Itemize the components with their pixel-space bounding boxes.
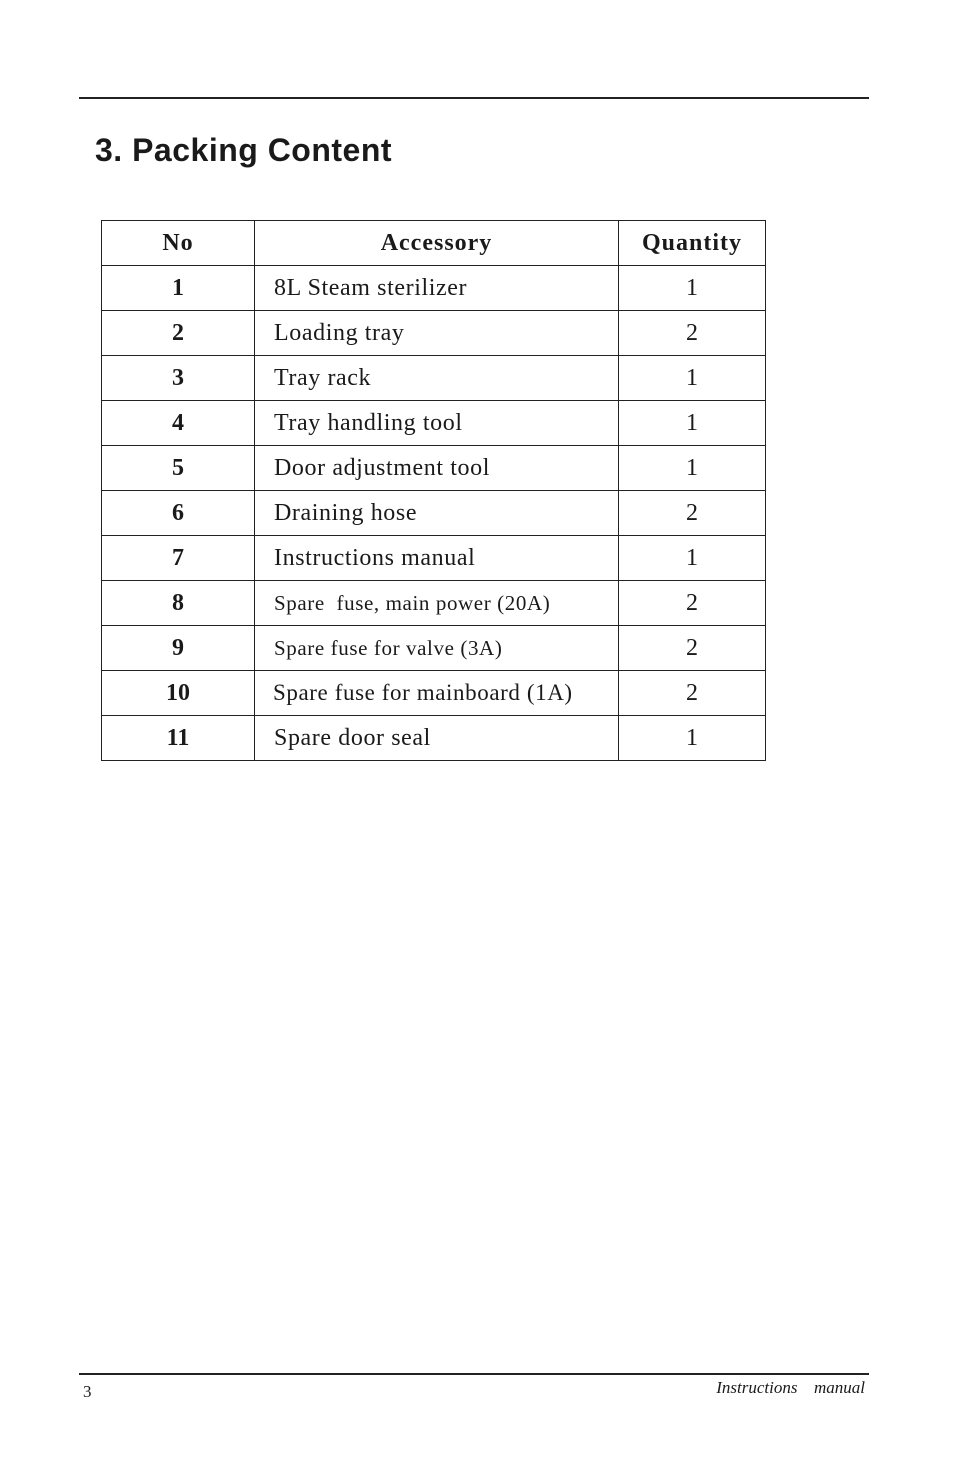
row-accessory: Spare fuse for mainboard (1A) (255, 671, 619, 716)
row-accessory: Door adjustment tool (255, 446, 619, 491)
row-accessory: Draining hose (255, 491, 619, 536)
footer-document-title: Instructions manual (716, 1378, 865, 1397)
table-row (102, 716, 766, 761)
row-quantity: 2 (619, 626, 766, 671)
table-row (102, 491, 766, 536)
row-accessory: Instructions manual (255, 536, 619, 581)
row-accessory: Spare door seal (255, 716, 619, 761)
row-no: 8 (102, 581, 255, 626)
row-no: 7 (102, 536, 255, 581)
row-accessory: Tray handling tool (255, 401, 619, 446)
table-row (102, 311, 766, 356)
row-no: 3 (102, 356, 255, 401)
row-quantity: 1 (619, 401, 766, 446)
row-accessory: Loading tray (255, 311, 619, 356)
footer-rule (79, 1373, 869, 1375)
section-title: 3. Packing Content (95, 132, 393, 168)
header-accessory: Accessory (255, 221, 619, 266)
row-accessory: Tray rack (255, 356, 619, 401)
row-no: 5 (102, 446, 255, 491)
row-no: 10 (102, 671, 255, 716)
row-no: 6 (102, 491, 255, 536)
table-row (102, 266, 766, 311)
row-quantity: 2 (619, 491, 766, 536)
packing-content-table (101, 220, 766, 761)
row-quantity: 1 (619, 266, 766, 311)
header-quantity: Quantity (619, 221, 766, 266)
row-accessory: 8L Steam sterilizer (255, 266, 619, 311)
row-quantity: 1 (619, 536, 766, 581)
row-accessory: Spare fuse, main power (20A) (255, 581, 619, 626)
row-no: 4 (102, 401, 255, 446)
row-quantity: 1 (619, 716, 766, 761)
table-row (102, 356, 766, 401)
row-no: 1 (102, 266, 255, 311)
page-number: 3 (83, 1382, 92, 1401)
row-no: 2 (102, 311, 255, 356)
header-no: No (102, 221, 255, 266)
header-rule (79, 97, 869, 99)
row-no: 9 (102, 626, 255, 671)
row-accessory: Spare fuse for valve (3A) (255, 626, 619, 671)
table-row (102, 626, 766, 671)
table-row (102, 671, 766, 716)
row-quantity: 1 (619, 446, 766, 491)
row-quantity: 1 (619, 356, 766, 401)
table-row (102, 401, 766, 446)
row-quantity: 2 (619, 311, 766, 356)
table-row (102, 581, 766, 626)
row-quantity: 2 (619, 581, 766, 626)
row-quantity: 2 (619, 671, 766, 716)
table-row (102, 446, 766, 491)
table-header-row (102, 221, 766, 266)
table-row (102, 536, 766, 581)
row-no: 11 (102, 716, 255, 761)
